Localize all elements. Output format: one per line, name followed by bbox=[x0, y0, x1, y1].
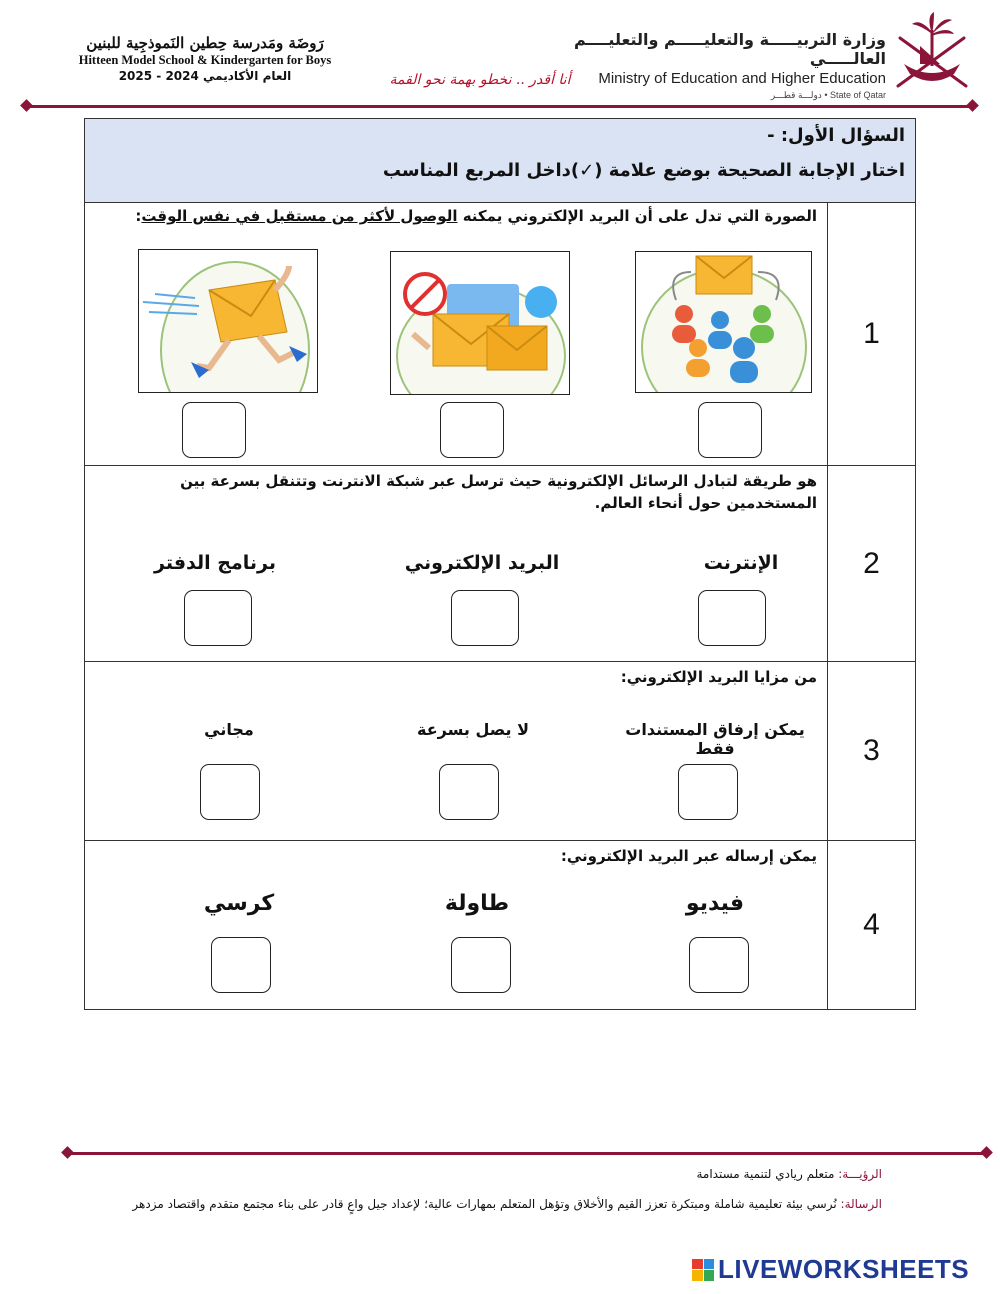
footer-divider bbox=[68, 1152, 986, 1155]
vision-label: الرؤيـــة: bbox=[838, 1167, 882, 1181]
option-label: طاولة bbox=[444, 891, 510, 916]
answer-checkbox[interactable] bbox=[678, 764, 738, 820]
question-row-2 bbox=[85, 466, 915, 662]
question-title: السؤال الأول: - bbox=[767, 125, 905, 146]
school-slogan: أنا أقدر .. نخطو بهمة نحو القمة bbox=[389, 72, 571, 88]
question-number: 4 bbox=[827, 841, 915, 1009]
question-table bbox=[84, 118, 916, 1010]
question-header bbox=[85, 119, 915, 203]
answer-checkbox[interactable] bbox=[439, 764, 499, 820]
answer-checkbox[interactable] bbox=[211, 937, 271, 993]
question-text: من مزايا البريد الإلكتروني: bbox=[620, 668, 817, 686]
option-label: مجاني bbox=[204, 720, 254, 739]
question-number: 1 bbox=[827, 203, 915, 465]
answer-checkbox[interactable] bbox=[182, 402, 246, 458]
question-row-4 bbox=[85, 841, 915, 1009]
option-label: برنامج الدفتر bbox=[154, 552, 276, 574]
header-divider bbox=[27, 105, 972, 108]
option-label: الإنترنت bbox=[703, 552, 779, 574]
question-row-3 bbox=[85, 662, 915, 841]
option-label: كرسي bbox=[203, 891, 275, 916]
academic-year: العام الأكاديمي 2024 - 2025 bbox=[118, 69, 292, 83]
mission-label: الرسالة: bbox=[840, 1197, 882, 1211]
answer-checkbox[interactable] bbox=[698, 590, 766, 646]
email-to-group-image bbox=[635, 251, 812, 393]
page-header bbox=[0, 0, 1000, 112]
question-instruction: اختار الإجابة الصحيحة بوضع علامة (✓)داخل المربع المناسب bbox=[382, 160, 905, 181]
answer-checkbox[interactable] bbox=[698, 402, 762, 458]
option-label: يمكن إرفاق المستندات فقط bbox=[625, 720, 805, 758]
vision-text: متعلم ريادي لتنمية مستدامة bbox=[696, 1167, 835, 1181]
ministry-name-ar: وزارة التربيـــــة والتعليـــــم والتعليــــم العالـــــي bbox=[573, 30, 886, 68]
mission-line bbox=[110, 1195, 882, 1213]
school-name-en: Hitteen Model School & Kindergarten for Boys bbox=[78, 53, 332, 67]
liveworksheets-mark-icon bbox=[692, 1259, 714, 1281]
vision-line bbox=[110, 1165, 882, 1183]
brand-name: LIVEWORKSHEETS bbox=[718, 1254, 970, 1284]
answer-checkbox[interactable] bbox=[184, 590, 252, 646]
answer-checkbox[interactable] bbox=[451, 590, 519, 646]
answer-checkbox[interactable] bbox=[689, 937, 749, 993]
option-label: فيديو bbox=[685, 891, 745, 916]
qatar-emblem-icon bbox=[890, 8, 974, 96]
mission-text: نُرسي بيئة تعليمية شاملة ومبتكرة تعزز القيم والأخلاق وتؤهل المتعلم بمهارات عالية؛ لإعداد جيل واعٍ قادر على بناء مجتمع متقدم واقتصاد مزدهر bbox=[132, 1197, 837, 1211]
checkmark-icon: ✓ bbox=[579, 160, 595, 181]
question-text: الصورة التي تدل على أن البريد الإلكتروني يمكنه الوصول لأكثر من مستقبل في نفس الوقت: bbox=[135, 207, 817, 225]
question-text: هو طريقة لتبادل الرسائل الإلكترونية حيث ترسل عبر شبكة الانترنت وتتنقل بسرعة بين المستخدمين حول أنحاء العالم. bbox=[180, 472, 817, 512]
state-label: State of Qatar • دولـــة قطـــر bbox=[770, 90, 886, 100]
option-label: البريد الإلكتروني bbox=[404, 552, 560, 574]
email-blocked-image bbox=[390, 251, 570, 395]
question-text: يمكن إرساله عبر البريد الإلكتروني: bbox=[560, 847, 817, 865]
question-number: 3 bbox=[827, 662, 915, 840]
email-running-image bbox=[138, 249, 318, 393]
option-label: لا يصل بسرعة bbox=[417, 720, 529, 739]
liveworksheets-logo bbox=[692, 1254, 969, 1285]
answer-checkbox[interactable] bbox=[200, 764, 260, 820]
answer-checkbox[interactable] bbox=[451, 937, 511, 993]
page-footer bbox=[110, 1165, 882, 1213]
ministry-name-en: Ministry of Education and Higher Education bbox=[598, 70, 886, 87]
question-number: 2 bbox=[827, 466, 915, 661]
answer-checkbox[interactable] bbox=[440, 402, 504, 458]
school-name-ar: رَوضَة ومَدرسة حِطين النَموذجِية للبنين bbox=[86, 34, 324, 52]
